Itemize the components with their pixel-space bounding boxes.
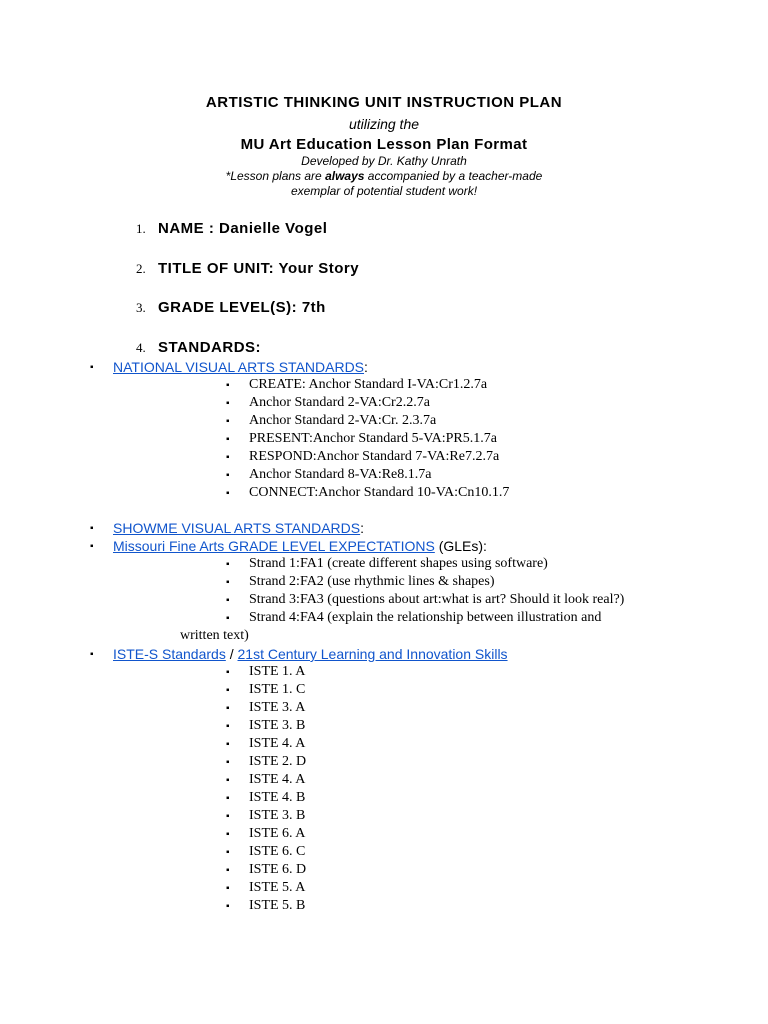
bullet-icon: ▪ [226, 559, 230, 570]
strand-item: Strand 3:FA3 (questions about art:what is art? Should it look real?) [249, 592, 625, 607]
iste-standards-link[interactable]: ISTE-S Standards [113, 646, 226, 662]
iste-item: ISTE 6. D [249, 862, 307, 877]
document-title: ARTISTIC THINKING UNIT INSTRUCTION PLAN [205, 94, 563, 111]
bullet-icon: ▪ [226, 721, 230, 732]
note-post: accompanied by a teacher-made [364, 169, 543, 183]
note-pre: *Lesson plans are [225, 169, 326, 183]
grade-level-field: GRADE LEVEL(S): 7th [158, 299, 326, 316]
bullet-icon: ▪ [226, 847, 230, 858]
note-line-2: exemplar of potential student work! [290, 184, 478, 198]
document-subtitle: utilizing the [348, 116, 420, 132]
iste-item: ISTE 2. D [249, 754, 307, 769]
iste-item: ISTE 3. B [249, 808, 306, 823]
missouri-gle-link[interactable]: Missouri Fine Arts GRADE LEVEL EXPECTATIONS [113, 538, 435, 554]
bullet-icon: ▪ [226, 613, 230, 624]
national-standard-item: RESPOND:Anchor Standard 7-VA:Re7.2.7a [249, 449, 500, 464]
note-bold: always [325, 169, 365, 183]
item-number: 4. [136, 340, 146, 355]
iste-item: ISTE 4. A [249, 772, 306, 787]
bullet-icon: ▪ [90, 523, 94, 534]
bullet-icon: ▪ [226, 757, 230, 768]
bullet-icon: ▪ [226, 577, 230, 588]
21st-century-skills-link[interactable]: 21st Century Learning and Innovation Skills [237, 646, 508, 662]
iste-item: ISTE 5. A [249, 880, 306, 895]
bullet-icon: ▪ [226, 739, 230, 750]
iste-item: ISTE 3. A [249, 700, 306, 715]
bullet-icon: ▪ [226, 703, 230, 714]
iste-item: ISTE 4. A [249, 736, 306, 751]
iste-item: ISTE 6. A [249, 826, 306, 841]
link-separator: / [225, 646, 238, 662]
bullet-icon: ▪ [226, 667, 230, 678]
bullet-icon: ▪ [226, 685, 230, 696]
missouri-gle-row [113, 538, 487, 554]
bullet-icon: ▪ [226, 865, 230, 876]
national-standard-item: CREATE: Anchor Standard I-VA:Cr1.2.7a [249, 377, 488, 392]
link-suffix: : [360, 520, 365, 536]
bullet-icon: ▪ [226, 793, 230, 804]
iste-item: ISTE 4. B [249, 790, 306, 805]
iste-item: ISTE 3. B [249, 718, 306, 733]
national-standard-item: Anchor Standard 8-VA:Re8.1.7a [249, 467, 432, 482]
national-standard-item: PRESENT:Anchor Standard 5-VA:PR5.1.7a [249, 431, 497, 446]
national-standard-item: Anchor Standard 2-VA:Cr. 2.3.7a [249, 413, 437, 428]
national-standard-item: Anchor Standard 2-VA:Cr2.2.7a [249, 395, 430, 410]
bullet-icon: ▪ [226, 380, 230, 391]
item-number: 1. [136, 221, 146, 236]
national-standards-row [113, 359, 368, 375]
iste-standards-row [113, 646, 508, 662]
bullet-icon: ▪ [226, 883, 230, 894]
developed-by: Developed by Dr. Kathy Unrath [301, 154, 467, 168]
format-title: MU Art Education Lesson Plan Format [240, 136, 528, 153]
bullet-icon: ▪ [90, 649, 94, 660]
iste-item: ISTE 1. C [249, 682, 306, 697]
bullet-icon: ▪ [226, 416, 230, 427]
iste-item: ISTE 6. C [249, 844, 306, 859]
national-standards-link[interactable]: NATIONAL VISUAL ARTS STANDARDS [113, 359, 365, 375]
bullet-icon: ▪ [90, 541, 94, 552]
bullet-icon: ▪ [226, 901, 230, 912]
bullet-icon: ▪ [226, 775, 230, 786]
bullet-icon: ▪ [226, 470, 230, 481]
iste-item: ISTE 5. B [249, 898, 306, 913]
unit-title-field: TITLE OF UNIT: Your Story [158, 260, 360, 277]
strand-item: Strand 2:FA2 (use rhythmic lines & shapes) [249, 574, 495, 589]
bullet-icon: ▪ [226, 595, 230, 606]
name-field: NAME : Danielle Vogel [158, 220, 328, 237]
strand-item: Strand 1:FA1 (create different shapes using software) [249, 556, 548, 571]
item-number: 3. [136, 300, 146, 315]
bullet-icon: ▪ [226, 488, 230, 499]
bullet-icon: ▪ [226, 452, 230, 463]
item-number: 2. [136, 261, 146, 276]
national-standard-item: CONNECT:Anchor Standard 10-VA:Cn10.1.7 [249, 485, 510, 500]
bullet-icon: ▪ [226, 829, 230, 840]
bullet-icon: ▪ [226, 811, 230, 822]
note-line-1 [0, 169, 768, 183]
iste-item: ISTE 1. A [249, 664, 306, 679]
bullet-icon: ▪ [90, 362, 94, 373]
bullet-icon: ▪ [226, 434, 230, 445]
showme-standards-row [113, 520, 364, 536]
bullet-icon: ▪ [226, 398, 230, 409]
link-suffix: : [364, 359, 368, 375]
link-suffix: (GLEs): [434, 538, 487, 554]
strand-item: Strand 4:FA4 (explain the relationship between illustration and [249, 610, 602, 625]
strand-continuation: written text) [180, 628, 249, 643]
showme-standards-link[interactable]: SHOWME VISUAL ARTS STANDARDS [113, 520, 361, 536]
standards-heading: STANDARDS: [158, 339, 262, 356]
